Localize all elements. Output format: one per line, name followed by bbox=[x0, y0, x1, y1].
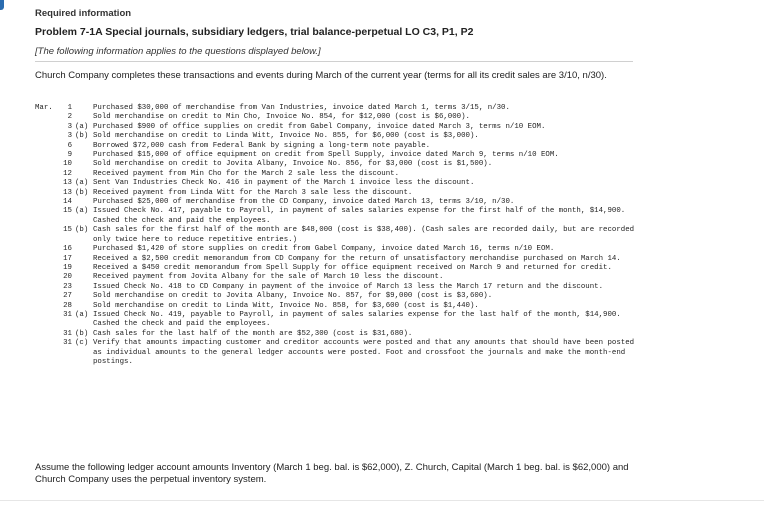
transaction-day: 19 bbox=[63, 263, 72, 272]
transaction-row bbox=[35, 283, 635, 292]
transaction-text: Issued Check No. 417, payable to Payroll, in payment of sales salaries expense for the first half of the month, $14,900. Cashed the check and paid the employees. bbox=[93, 207, 626, 225]
transaction-day: 17 bbox=[63, 254, 72, 263]
transaction-row bbox=[35, 207, 635, 226]
transaction-row bbox=[35, 132, 635, 141]
transaction-sub-label bbox=[72, 198, 93, 207]
transaction-row bbox=[35, 113, 635, 122]
transaction-month bbox=[35, 132, 58, 141]
transaction-row bbox=[35, 151, 635, 160]
transaction-day: 3 bbox=[67, 132, 72, 141]
transaction-month bbox=[35, 160, 58, 169]
transaction-text: Cash sales for the first half of the month are $48,000 (cost is $38,400). (Cash sales are recorded daily, but are recorded only twice here to reduce repetitive entries.) bbox=[93, 226, 635, 244]
transaction-row bbox=[35, 302, 635, 311]
transaction-month bbox=[35, 189, 58, 198]
transaction-row bbox=[35, 142, 635, 151]
transaction-sub-label bbox=[72, 142, 93, 151]
transaction-month bbox=[35, 302, 58, 311]
transaction-row bbox=[35, 255, 635, 264]
transaction-text: Cash sales for the last half of the month are $52,300 (cost is $31,680). bbox=[93, 329, 413, 338]
transaction-day: 31 bbox=[63, 329, 72, 338]
transaction-text: Purchased $900 of office supplies on credit from Gabel Company, invoice dated March 3, terms n/10 EOM. bbox=[93, 122, 546, 131]
transaction-month bbox=[35, 255, 58, 264]
transaction-sub-label: (a) bbox=[75, 310, 89, 319]
transaction-row bbox=[35, 273, 635, 282]
transaction-month bbox=[35, 264, 58, 273]
transaction-text: Received payment from Linda Witt for the March 3 sale less the discount. bbox=[93, 188, 413, 197]
transaction-sub-label: (c) bbox=[75, 339, 89, 348]
transaction-day: 1 bbox=[67, 104, 72, 112]
transaction-row bbox=[35, 245, 635, 254]
transaction-sub-label bbox=[72, 273, 93, 282]
transaction-sub-label bbox=[72, 104, 93, 113]
transaction-sub-label bbox=[72, 151, 93, 160]
transaction-row bbox=[35, 264, 635, 273]
transaction-day: 28 bbox=[63, 301, 72, 310]
transaction-text: Purchased $1,420 of store supplies on credit from Gabel Company, invoice dated March 16, terms n/10 EOM. bbox=[93, 245, 555, 254]
transaction-day: 15 bbox=[63, 226, 72, 235]
transaction-day: 23 bbox=[63, 282, 72, 291]
transaction-sub-label bbox=[72, 245, 93, 254]
transaction-month: Mar. bbox=[35, 104, 53, 112]
transaction-sub-label bbox=[72, 113, 93, 122]
transaction-day: 20 bbox=[63, 273, 72, 282]
transaction-month bbox=[35, 170, 58, 179]
transaction-text: Issued Check No. 418 to CD Company in payment of the invoice of March 13 less the March 17 return and the discount. bbox=[93, 282, 604, 291]
transaction-month bbox=[35, 151, 58, 160]
transaction-sub-label: (a) bbox=[75, 207, 89, 216]
transaction-text: Purchased $25,000 of merchandise from the CD Company, invoice dated March 13, terms 3/10, n/30. bbox=[93, 198, 515, 207]
transaction-sub-label bbox=[72, 170, 93, 179]
transaction-text: Issued Check No. 419, payable to Payroll, in payment of sales salaries expense for the last half of the month, $14,900. Cashed the check and paid the employees. bbox=[93, 310, 621, 329]
transaction-text: Received a $450 credit memorandum from Spell Supply for office equipment received on March 9 and returned for credit. bbox=[93, 263, 612, 272]
transaction-day: 9 bbox=[67, 151, 72, 160]
closing-paragraph: Assume the following ledger account amounts Inventory (March 1 beg. bal. is $62,000), Z. Church, Capital (March 1 beg. bal. is $62,000) and Church Company uses the perpetual inventory system. bbox=[35, 462, 629, 485]
transaction-day: 13 bbox=[63, 179, 72, 188]
transaction-month bbox=[35, 273, 58, 282]
transaction-day: 27 bbox=[63, 292, 72, 301]
transaction-text: Received payment from Jovita Albany for the sale of March 10 less the discount. bbox=[93, 273, 444, 282]
transaction-day: 12 bbox=[63, 169, 72, 178]
transaction-sub-label bbox=[72, 264, 93, 273]
transaction-sub-label bbox=[72, 255, 93, 264]
transaction-month bbox=[35, 198, 58, 207]
transaction-text: Received payment from Min Cho for the March 2 sale less the discount. bbox=[93, 169, 400, 178]
transaction-text: Sent Van Industries Check No. 416 in payment of the March 1 invoice less the discount. bbox=[93, 179, 475, 188]
transaction-day: 14 bbox=[63, 198, 72, 207]
transaction-row bbox=[35, 123, 635, 132]
transaction-month bbox=[35, 330, 58, 339]
transaction-row bbox=[35, 339, 635, 367]
transaction-month bbox=[35, 226, 58, 245]
transaction-day: 16 bbox=[63, 245, 72, 254]
transaction-month bbox=[35, 113, 58, 122]
transaction-sub-label: (a) bbox=[75, 179, 89, 188]
transaction-month bbox=[35, 142, 58, 151]
transaction-month bbox=[35, 292, 58, 301]
transaction-row bbox=[35, 189, 635, 198]
transaction-row bbox=[35, 160, 635, 169]
transaction-sub-label: (a) bbox=[75, 122, 89, 131]
transaction-month bbox=[35, 207, 58, 226]
bottom-divider bbox=[0, 500, 764, 501]
transaction-month bbox=[35, 179, 58, 188]
transaction-row bbox=[35, 330, 635, 339]
transaction-day: 10 bbox=[63, 160, 72, 169]
transaction-month bbox=[35, 245, 58, 254]
transaction-month bbox=[35, 283, 58, 292]
divider bbox=[35, 61, 633, 62]
transaction-row bbox=[35, 104, 635, 113]
transaction-row bbox=[35, 226, 635, 245]
problem-title: Problem 7-1A Special journals, subsidiary ledgers, trial balance-perpetual LO C3, P1, P2 bbox=[35, 26, 474, 38]
applies-note: [The following information applies to the questions displayed below.] bbox=[35, 46, 321, 57]
transaction-text: Sold merchandise on credit to Jovita Albany, Invoice No. 857, for $9,000 (cost is $3,600). bbox=[93, 292, 493, 301]
transaction-sub-label bbox=[72, 283, 93, 292]
transaction-day: 31 bbox=[63, 339, 72, 348]
transaction-sub-label bbox=[72, 302, 93, 311]
transaction-day: 2 bbox=[67, 113, 72, 122]
transaction-sub-label bbox=[72, 160, 93, 169]
transaction-day: 13 bbox=[63, 188, 72, 197]
transaction-text: Sold merchandise on credit to Min Cho, Invoice No. 854, for $12,000 (cost is $6,000). bbox=[93, 113, 470, 122]
transaction-text: Verify that amounts impacting customer and creditor accounts were posted and that any amounts that should have been posted as individual amounts to the general ledger accounts were posted. Foot and crossfoot the journals and make the month-end postings. bbox=[93, 339, 635, 366]
transaction-day: 3 bbox=[67, 122, 72, 131]
transaction-list bbox=[35, 104, 635, 367]
intro-paragraph: Church Company completes these transactions and events during March of the current year (terms for all its credit sales are 3/10, n/30). bbox=[35, 70, 607, 81]
transaction-row bbox=[35, 179, 635, 188]
transaction-sub-label: (b) bbox=[75, 329, 89, 338]
transaction-sub-label: (b) bbox=[75, 226, 89, 235]
transaction-text: Sold merchandise on credit to Jovita Albany, Invoice No. 856, for $3,000 (cost is $1,500). bbox=[93, 160, 493, 169]
transaction-month bbox=[35, 311, 58, 330]
transaction-day: 6 bbox=[67, 141, 72, 150]
transaction-row bbox=[35, 292, 635, 301]
transaction-day: 15 bbox=[63, 207, 72, 216]
required-information-label: Required information bbox=[35, 8, 132, 19]
transaction-sub-label: (b) bbox=[75, 132, 89, 141]
transaction-month bbox=[35, 339, 58, 367]
left-accent-bar bbox=[0, 0, 4, 10]
transaction-text: Purchased $30,000 of merchandise from Van Industries, invoice dated March 1, terms 3/15, n/30. bbox=[93, 104, 510, 112]
transaction-text: Purchased $15,000 of office equipment on credit from Spell Supply, invoice dated March 9, terms n/10 EOM. bbox=[93, 151, 559, 160]
transaction-row bbox=[35, 170, 635, 179]
transaction-sub-label bbox=[72, 292, 93, 301]
transaction-text: Sold merchandise on credit to Linda Witt, Invoice No. 855, for $6,000 (cost is $3,000). bbox=[93, 132, 479, 141]
transaction-month bbox=[35, 123, 58, 132]
transaction-day: 31 bbox=[63, 310, 72, 319]
transaction-text: Received a $2,500 credit memorandum from CD Company for the return of unsatisfactory merchandise purchased on March 14. bbox=[93, 254, 621, 263]
transaction-sub-label: (b) bbox=[75, 188, 89, 197]
transaction-row bbox=[35, 311, 635, 330]
transaction-text: Sold merchandise on credit to Linda Witt, Invoice No. 858, for $3,600 (cost is $1,440). bbox=[93, 301, 479, 310]
transaction-text: Borrowed $72,000 cash from Federal Bank by signing a long-term note payable. bbox=[93, 141, 431, 150]
transaction-row bbox=[35, 198, 635, 207]
